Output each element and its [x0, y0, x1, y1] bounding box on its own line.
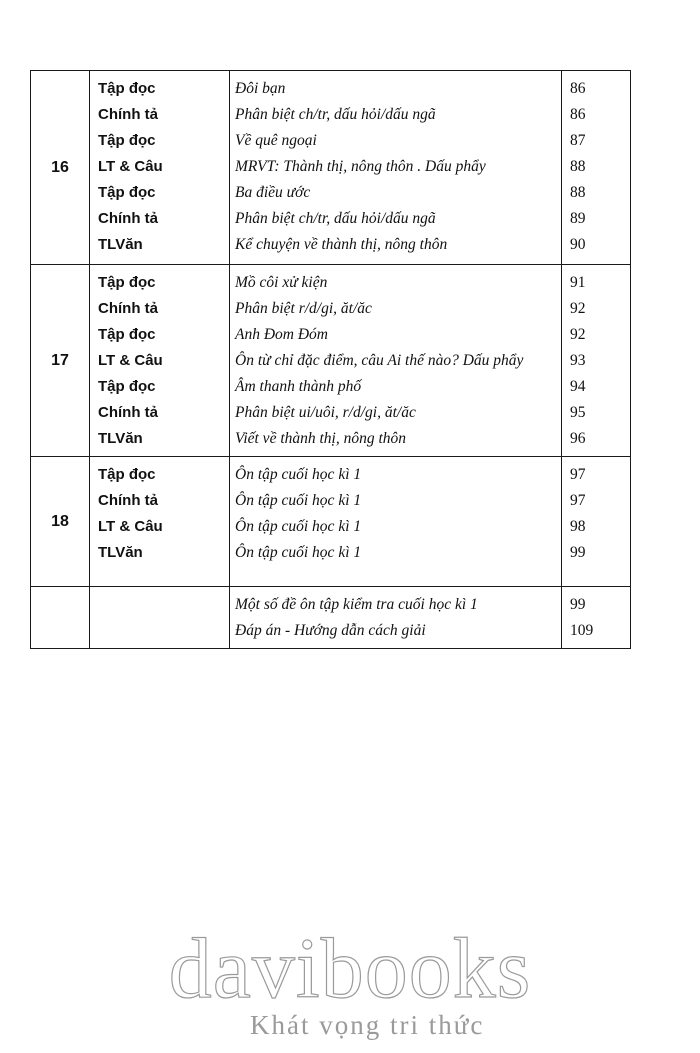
subject-column — [90, 71, 230, 264]
watermark-brand: davibooks — [168, 920, 532, 1016]
subject-cell: LT & Câu — [98, 518, 163, 535]
title-column — [230, 265, 562, 456]
page-number: 92 — [570, 300, 586, 317]
lesson-title: Anh Đom Đóm — [235, 326, 328, 343]
subject-cell: Tập đọc — [98, 326, 156, 343]
title-column — [230, 587, 562, 648]
page-number: 97 — [570, 492, 586, 509]
week-number: 17 — [31, 265, 90, 456]
subject-cell: Chính tả — [98, 300, 158, 317]
page-number: 90 — [570, 236, 586, 253]
page-number: 88 — [570, 184, 586, 201]
subject-cell: Tập đọc — [98, 274, 156, 291]
lesson-title: Về quê ngoại — [235, 132, 317, 149]
lesson-title: Một số đề ôn tập kiểm tra cuối học kì 1 — [235, 596, 478, 613]
subject-cell: TLVăn — [98, 544, 143, 561]
page-number: 86 — [570, 106, 586, 123]
lesson-title: Phân biệt ch/tr, dấu hỏi/dấu ngã — [235, 210, 436, 227]
page-column — [562, 587, 630, 648]
page-number: 88 — [570, 158, 586, 175]
lesson-title: MRVT: Thành thị, nông thôn . Dấu phẩy — [235, 158, 486, 175]
lesson-title: Ôn từ chỉ đặc điểm, câu Ai thế nào? Dấu phẩy — [235, 352, 524, 369]
subject-cell: LT & Câu — [98, 352, 163, 369]
lesson-title: Phân biệt ch/tr, dấu hỏi/dấu ngã — [235, 106, 436, 123]
subject-column — [90, 457, 230, 586]
subject-cell: Chính tả — [98, 404, 158, 421]
week-section-16 — [31, 71, 630, 265]
lesson-title: Mồ côi xử kiện — [235, 274, 328, 291]
lesson-title: Đôi bạn — [235, 80, 286, 97]
lesson-title: Ôn tập cuối học kì 1 — [235, 544, 362, 561]
page-number: 94 — [570, 378, 586, 395]
page-number: 89 — [570, 210, 586, 227]
lesson-title: Phân biệt r/d/gi, ăt/ăc — [235, 300, 372, 317]
subject-cell: TLVăn — [98, 430, 143, 447]
week-number — [31, 587, 90, 648]
page-number: 97 — [570, 466, 586, 483]
subject-cell — [90, 618, 229, 644]
table-of-contents — [30, 70, 631, 649]
subject-cell: Tập đọc — [98, 184, 156, 201]
subject-cell: Tập đọc — [98, 132, 156, 149]
lesson-title: Âm thanh thành phố — [235, 378, 362, 395]
page-number: 109 — [570, 622, 594, 639]
page-number: 95 — [570, 404, 586, 421]
page-number: 96 — [570, 430, 586, 447]
subject-cell: Tập đọc — [98, 80, 156, 97]
title-column — [230, 457, 562, 586]
subject-column — [90, 265, 230, 456]
lesson-title: Kể chuyện về thành thị, nông thôn — [235, 236, 448, 253]
page-column — [562, 71, 630, 264]
page-column — [562, 457, 630, 586]
week-number: 16 — [31, 71, 90, 264]
appendix-section — [31, 587, 630, 648]
week-number: 18 — [31, 457, 90, 586]
title-column — [230, 71, 562, 264]
subject-cell: LT & Câu — [98, 158, 163, 175]
subject-cell: Tập đọc — [98, 466, 156, 483]
watermark-slogan: Khát vọng tri thức — [250, 1010, 485, 1040]
subject-cell: Chính tả — [98, 106, 158, 123]
page-number: 98 — [570, 518, 586, 535]
subject-cell: Chính tả — [98, 492, 158, 509]
lesson-title: Phân biệt ui/uôi, r/d/gi, ăt/ăc — [235, 404, 416, 421]
page-number: 92 — [570, 326, 586, 343]
lesson-title: Ba điều ước — [235, 184, 311, 201]
subject-cell: Tập đọc — [98, 378, 156, 395]
page-column — [562, 265, 630, 456]
page-number: 87 — [570, 132, 586, 149]
subject-cell: Chính tả — [98, 210, 158, 227]
page-number: 99 — [570, 544, 586, 561]
subject-cell: TLVăn — [98, 236, 143, 253]
page-number: 99 — [570, 596, 586, 613]
subject-column — [90, 587, 230, 648]
week-section-18 — [31, 457, 630, 587]
page-number: 91 — [570, 274, 586, 291]
page-number: 93 — [570, 352, 586, 369]
lesson-title: Viết về thành thị, nông thôn — [235, 430, 407, 447]
subject-cell — [90, 592, 229, 618]
lesson-title: Đáp án - Hướng dẫn cách giải — [235, 622, 426, 639]
page-number: 86 — [570, 80, 586, 97]
lesson-title: Ôn tập cuối học kì 1 — [235, 518, 362, 535]
lesson-title: Ôn tập cuối học kì 1 — [235, 466, 362, 483]
lesson-title: Ôn tập cuối học kì 1 — [235, 492, 362, 509]
week-section-17 — [31, 265, 630, 457]
